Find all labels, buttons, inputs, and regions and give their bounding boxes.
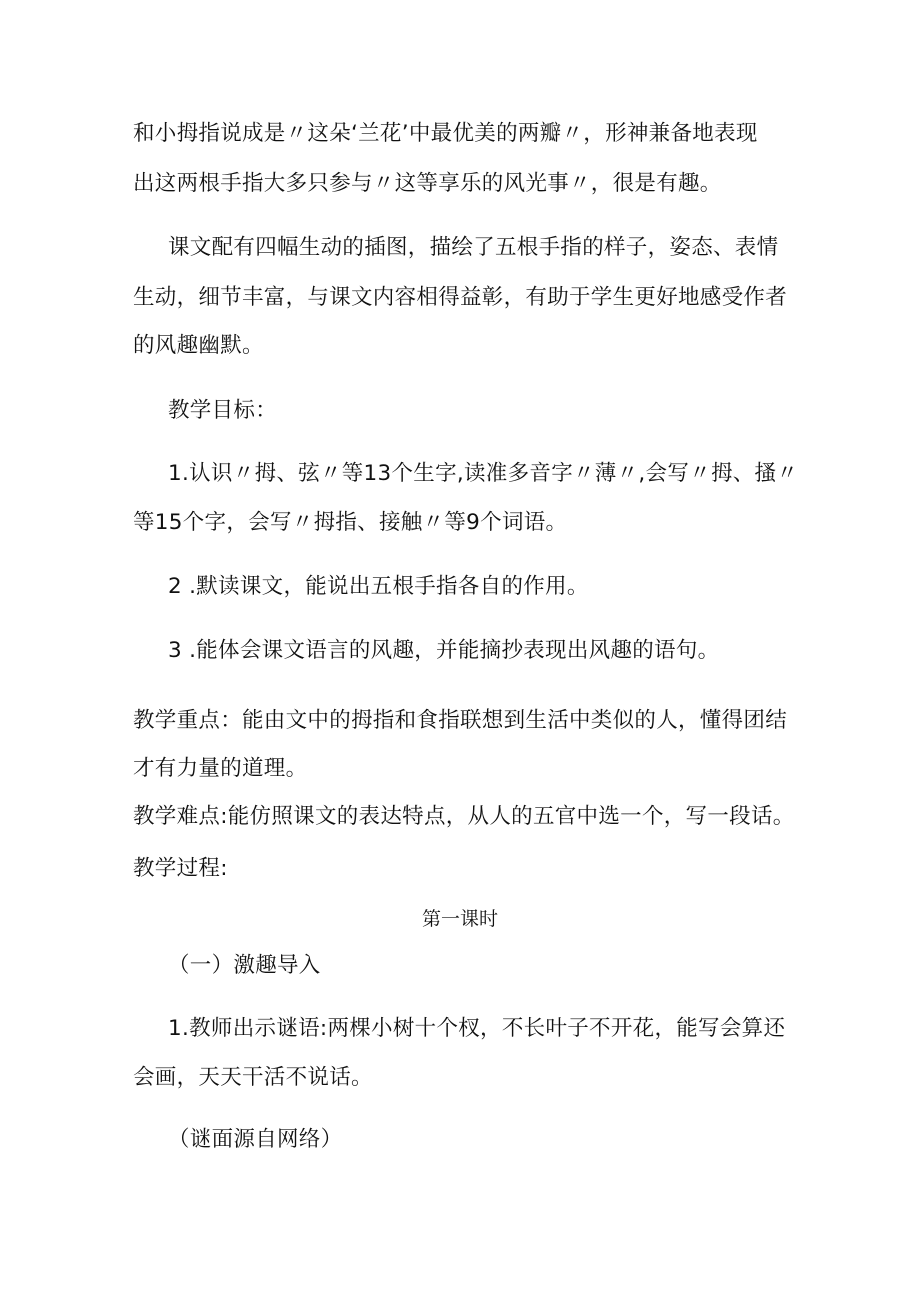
- key-point-line-2: 才有力量的道理。: [133, 756, 308, 781]
- source-note: （谜面源自网络）: [168, 1127, 343, 1152]
- difficulty-point: 教学难点:能仿照课文的表达特点，从人的五官中选一个，写一段话。: [133, 804, 795, 829]
- teaching-goals-heading: 教学目标：: [168, 398, 278, 423]
- paragraph-2-line-3: 的风趣幽默。: [133, 333, 264, 358]
- lesson-title: 第一课时: [421, 908, 498, 930]
- goal-2: 2 .默读课文，能说出五根手指各自的作用。: [168, 574, 589, 599]
- section-1-heading: （一）激趣导入: [168, 953, 321, 978]
- goal-1-line-2: 等15个字，会写〃拇指、接触〃等9个词语。: [133, 510, 568, 535]
- paragraph-1-line-2: 出这两根手指大多只参与〃这等享乐的风光事〃，很是有趣。: [133, 171, 722, 196]
- paragraph-2-line-2: 生动，细节丰富，与课文内容相得益彰，有助于学生更好地感受作者: [133, 285, 788, 310]
- paragraph-2-line-1: 课文配有四幅生动的插图，描绘了五根手指的样子，姿态、表情: [168, 235, 779, 260]
- goal-3: 3 .能体会课文语言的风趣，并能摘抄表现出风趣的语句。: [168, 638, 720, 663]
- goal-1-line-1: 1.认识〃拇、弦〃等13个生字,读准多音字〃薄〃,会写〃拇、搔〃: [168, 461, 799, 486]
- key-point-line-1: 教学重点：能由文中的拇指和食指联想到生活中类似的人，懂得团结: [133, 708, 788, 733]
- process-heading: 教学过程:: [133, 856, 228, 881]
- step-1-line-2: 会画，天天干活不说话。: [133, 1065, 373, 1090]
- step-1-line-1: 1.教师出示谜语:两棵小树十个杈，不长叶子不开花，能写会算还: [168, 1016, 786, 1041]
- paragraph-1-line-1: 和小拇指说成是〃这朵‘兰花’中最优美的两瓣〃，形神兼备地表现: [133, 121, 758, 146]
